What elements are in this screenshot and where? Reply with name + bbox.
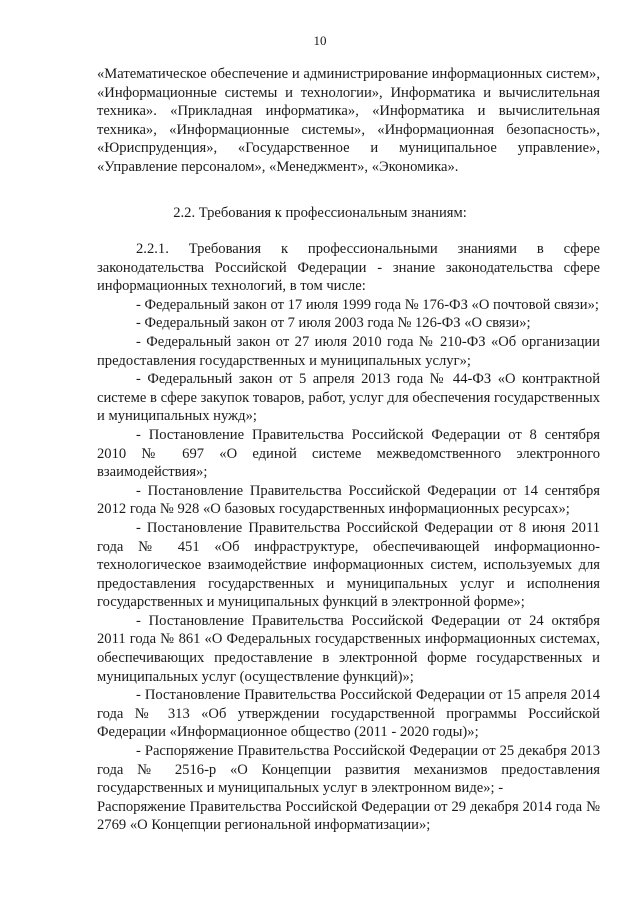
paragraph-decree-451: - Постановление Правительства Российской Федерации от 8 июня 2011 года № 451 «Об инфраструктуре, обеспечивающей информационно-технологическое взаимодействие информационных систем, используемых для предоставления государственных и муниципальных услуг и исполнения государственных и муниципальных функций в электронной форме»; [97, 519, 600, 611]
paragraph-law-44: - Федеральный закон от 5 апреля 2013 года № 44-ФЗ «О контрактной системе в сфере закупок товаров, работ, услуг для обеспечения государственных и муниципальных нужд»; [97, 371, 600, 425]
paragraph-law-210: - Федеральный закон от 27 июля 2010 года № 210-ФЗ «Об организации предоставления государственных и муниципальных услуг»; [97, 333, 600, 369]
paragraph-order-2769: Распоряжение Правительства Российской Федерации от 29 декабря 2014 года № 2769 «О Концепции региональной информатизации»; [97, 798, 600, 834]
paragraph-order-2516: - Распоряжение Правительства Российской Федерации от 25 декабря 2013 года № 2516-р «О Концепции развития механизмов предоставления государственных и муниципальных услуг в электронном виде»; - [97, 743, 600, 797]
paragraph-decree-313: - Постановление Правительства Российской Федерации от 15 апреля 2014 года № 313 «Об утверждении государственной программы Российской Федерации «Информационное общество (2011 - 2020 годы)»; [97, 687, 600, 741]
paragraph-decree-928: - Постановление Правительства Российской Федерации от 14 сентября 2012 года № 928 «О базовых государственных информационных ресурсах»; [97, 482, 600, 518]
paragraph-requirements-intro: 2.2.1. Требования к профессиональными знаниями в сфере законодательства Российской Федерации - знание законодательства сфере информационных технологий, в том числе: [97, 241, 600, 295]
intro-text-block [97, 65, 600, 177]
requirements-text-block [97, 240, 600, 835]
paragraph-law-126: - Федеральный закон от 7 июля 2003 года № 126-ФЗ «О связи»; [136, 315, 531, 332]
intro-paragraph: «Математическое обеспечение и администрирование информационных систем», «Информационные системы и технологии», Информатика и вычислительная техника». «Прикладная информатика», «Информатика и вычислительная техника», «Информационные системы», «Информационная безопасность», «Юриспруденция», «Государственное и муниципальное управление», «Управление персоналом», «Менеджмент», «Экономика». [97, 66, 600, 175]
section-heading: 2.2. Требования к профессиональным знаниям: [173, 205, 467, 221]
paragraph-decree-697: - Постановление Правительства Российской Федерации от 8 сентября 2010 № 697 «О единой системе межведомственного электронного взаимодействия»; [97, 426, 600, 481]
paragraph-decree-861: - Постановление Правительства Российской Федерации от 24 октября 2011 года № 861 «О Федеральных государственных информационных системах, обеспечивающих предоставление в электронной форме государственных и муниципальных услуг (осуществление функций)»; [97, 612, 600, 685]
paragraph-law-176: - Федеральный закон от 17 июля 1999 года № 176-ФЗ «О почтовой связи»; [136, 296, 599, 313]
page-number: 10 [313, 33, 327, 48]
